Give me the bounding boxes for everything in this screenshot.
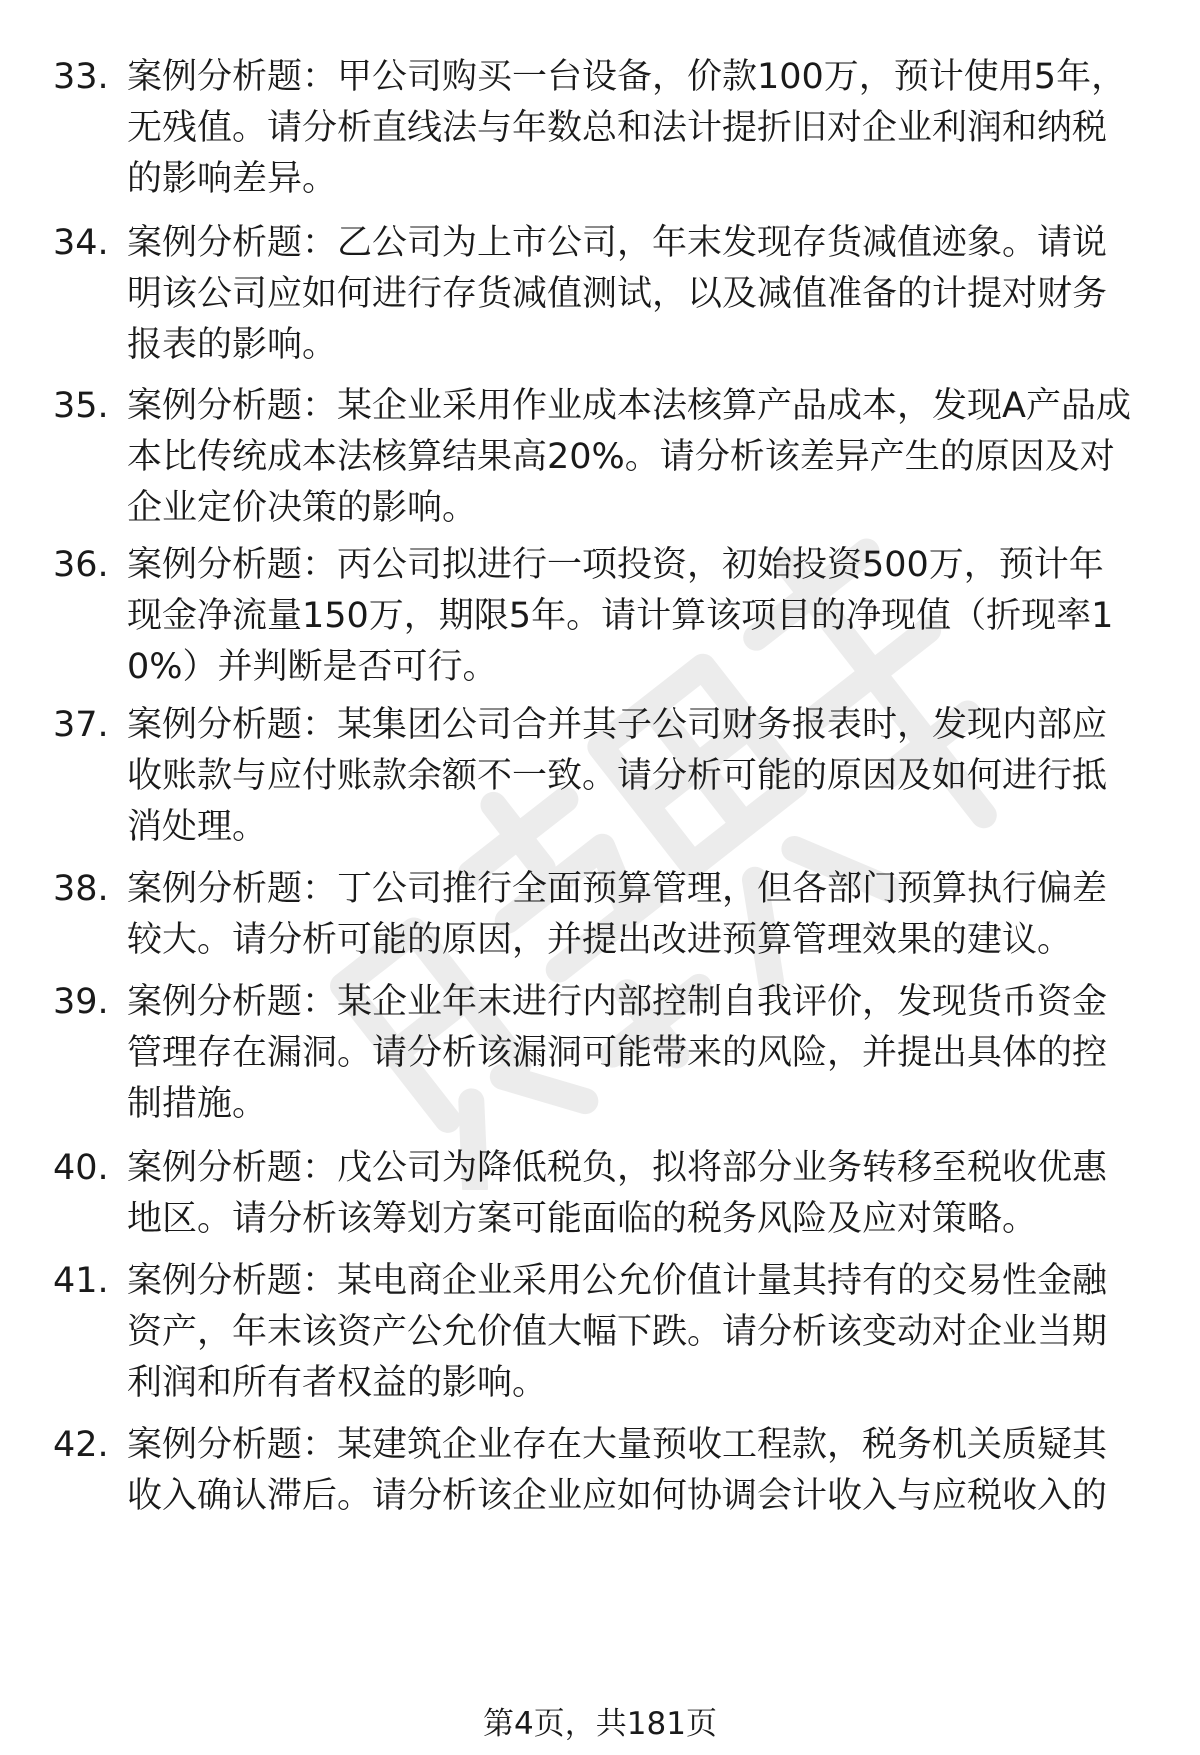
- question-number: 40.: [53, 1148, 109, 1188]
- question-text: 案例分析题：某建筑企业存在大量预收工程款，税务机关质疑其收入确认滞后。请分析该企业应如何协调会计收入与应税收入的: [127, 1425, 1108, 1516]
- question-text: 案例分析题：某电商企业采用公允价值计量其持有的交易性金融资产，年末该资产公允价值大幅下跌。请分析该变动对企业当期利润和所有者权益的影响。: [127, 1261, 1108, 1403]
- question-number: 34.: [53, 223, 109, 263]
- question-number: 38.: [53, 869, 109, 909]
- question-text: 案例分析题：甲公司购买一台设备，价款100万，预计使用5年，无残值。请分析直线法与年数总和法计提折旧对企业利润和纳税的影响差异。: [127, 57, 1127, 199]
- question-number: 39.: [53, 982, 109, 1022]
- question-number: 35.: [53, 386, 109, 426]
- question-number: 42.: [53, 1425, 109, 1465]
- question-text: 案例分析题：丙公司拟进行一项投资，初始投资500万，预计年现金净流量150万，期限5年。请计算该项目的净现值（折现率10%）并判断是否可行。: [127, 545, 1114, 687]
- page-footer: 第4页，共181页: [483, 1706, 717, 1742]
- question-text: 案例分析题：某企业年末进行内部控制自我评价，发现货币资金管理存在漏洞。请分析该漏洞可能带来的风险，并提出具体的控制措施。: [127, 982, 1108, 1124]
- question-number: 41.: [53, 1261, 109, 1301]
- question-text: 案例分析题：某企业采用作业成本法核算产品成本，发现A产品成本比传统成本法核算结果高20%。请分析该差异产生的原因及对企业定价决策的影响。: [127, 386, 1131, 528]
- question-text: 案例分析题：戊公司为降低税负，拟将部分业务转移至税收优惠地区。请分析该筹划方案可能面临的税务风险及应对策略。: [127, 1148, 1108, 1239]
- question-text: 案例分析题：某集团公司合并其子公司财务报表时，发现内部应收账款与应付账款余额不一致。请分析可能的原因及如何进行抵消处理。: [127, 705, 1108, 847]
- question-number: 37.: [53, 705, 109, 745]
- question-text: 案例分析题：乙公司为上市公司，年末发现存货减值迹象。请说明该公司应如何进行存货减值测试，以及减值准备的计提对财务报表的影响。: [127, 223, 1108, 365]
- question-number: 36.: [53, 545, 109, 585]
- question-text: 案例分析题：丁公司推行全面预算管理，但各部门预算执行偏差较大。请分析可能的原因，并提出改进预算管理效果的建议。: [127, 869, 1108, 960]
- question-number: 33.: [53, 57, 109, 97]
